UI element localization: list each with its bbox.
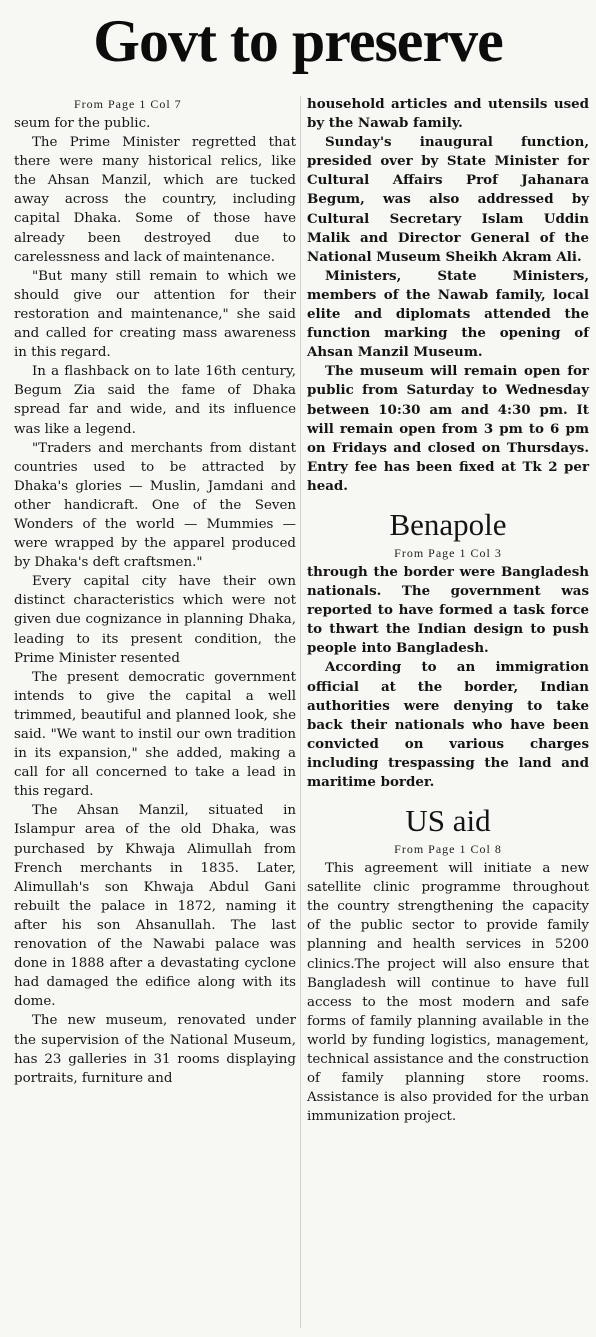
main-paragraph: The new museum, renovated under the supervision of the National Museum, has 23 galleries in 31 rooms displaying portraits, furniture and [14, 1013, 296, 1086]
us-aid-article [307, 859, 589, 1126]
us-aid-paragraph: This agreement will initiate a new satellite clinic programme throughout the country strengthening the capacity of the public sector to provide family planning and health services in 5200 clinics.The project will also ensure that Bangladesh will continue to have full access to the most modern and safe forms of family planning available in the world by funding logistics, management, technical assistance and the construction of family planning store rooms. Assistance is also provided for the urban immunization project. [307, 861, 589, 1125]
column-divider [300, 96, 301, 1328]
benapole-jump-line: From Page 1 Col 3 [394, 545, 502, 560]
benapole-article [307, 563, 589, 792]
us-aid-title: US aid [405, 803, 491, 839]
left-column [14, 95, 296, 1088]
main-paragraph: Sunday's inaugural function, presided over by State Minister for Cultural Affairs Prof Jahanara Begum, was also addressed by Cultural Secretary Islam Uddin Malik and Director General of the National Museum Sheikh Akram Ali. [307, 134, 589, 265]
main-paragraph: Ministers, State Ministers, members of the Nawab family, local elite and diplomats attended the function marking the opening of Ahsan Manzil Museum. [307, 267, 589, 361]
benapole-paragraph: through the border were Bangladesh nationals. The government was reported to have formed a task force to thwart the Indian design to push people into Bangladesh. [307, 563, 589, 657]
benapole-title: Benapole [389, 506, 507, 542]
main-paragraph: In a flashback on to late 16th century, Begum Zia said the fame of Dhaka spread far and wide, and its influence was like a legend. [14, 364, 296, 437]
main-paragraph: seum for the public. [14, 116, 151, 131]
main-paragraph: The Prime Minister regretted that there were many historical relics, like the Ahsan Manzil, which are tucked away across the country, including capital Dhaka. Some of those have already been destroyed due to carelessness and lack of maintenance. [14, 135, 296, 265]
benapole-paragraph: According to an immigration official at the border, Indian authorities were denying to take back their nationals who have been convicted on various charges including trespassing the land and maritime border. [307, 659, 589, 790]
main-paragraph: "But many still remain to which we should give our attention for their restoration and maintenance," she said and called for creating mass awareness in this regard. [14, 268, 296, 361]
main-paragraph: The present democratic government intends to give the capital a well trimmed, beautiful and planned look, she said. "We want to instil our own tradition in its expansion," she added, making a call for all concerned to take a lead in this regard. [14, 669, 296, 800]
main-paragraph: Every capital city have their own distinct characteristics which were not given due cognizance in planning Dhaka, leading to its present condition, the Prime Minister resented [14, 574, 296, 666]
main-article-continuation [307, 95, 589, 496]
right-column [307, 95, 589, 1126]
headline: Govt to preserve [93, 8, 503, 74]
main-paragraph: household articles and utensils used by the Nawab family. [307, 96, 589, 132]
main-paragraph: "Traders and merchants from distant countries used to be attracted by Dhaka's glories — Muslin, Jamdani and other handicraft. One of the Seven Wonders of the world — Mummies — were wrapped by the apparel produced by Dhaka's deft craftsmen." [14, 440, 296, 571]
us-aid-jump-line: From Page 1 Col 8 [394, 842, 502, 857]
main-paragraph: The museum will remain open for public from Saturday to Wednesday between 10:30 am and 4:30 pm. It will remain open from 3 pm to 6 pm on Fridays and closed on Thursdays. Entry fee has been fixed at Tk 2 per head. [307, 363, 589, 494]
main-jump-line: From Page 1 Col 7 [74, 97, 182, 111]
main-paragraph: The Ahsan Manzil, situated in Islampur area of the old Dhaka, was purchased by Khwaja Alimullah from French merchants in 1835. Later, Alimullah's son Khwaja Abdul Gani rebuilt the palace in 1872, naming it after his son Ahsanullah. The last renovation of the Nawabi palace was done in 1888 after a devastating cyclone had damaged the edifice along with its dome. [14, 803, 296, 1010]
